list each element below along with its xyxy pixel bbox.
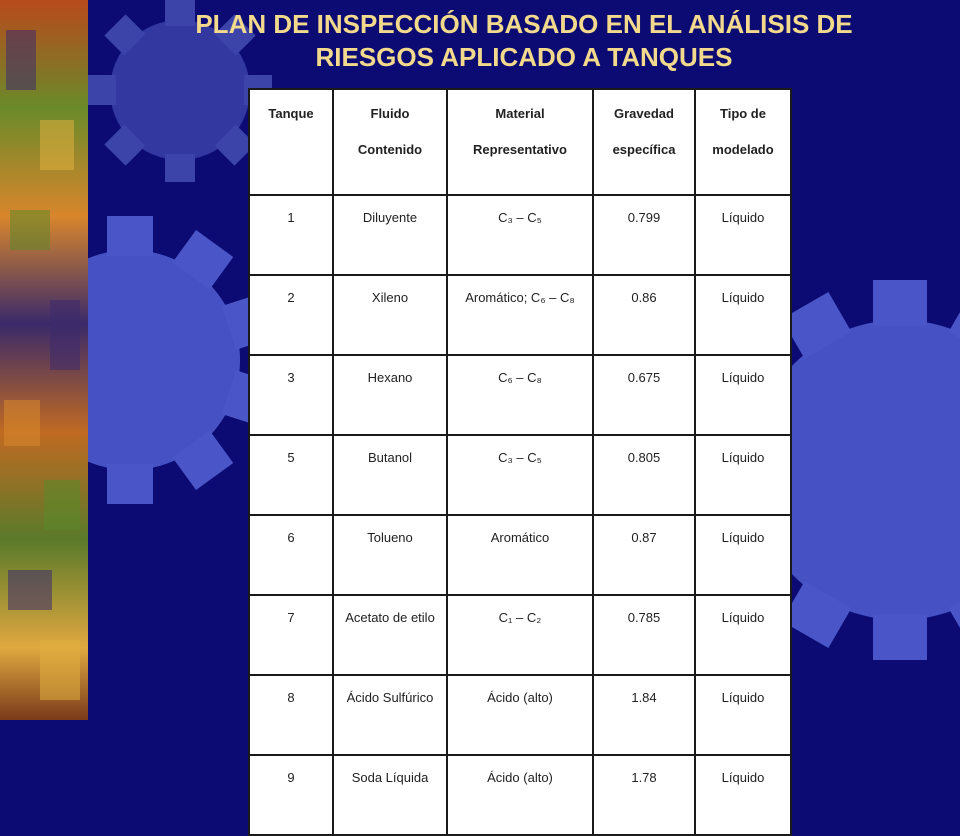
cell-tanque: 8: [249, 675, 333, 755]
table-row: [249, 595, 791, 675]
table-row: [249, 195, 791, 275]
cell-tanque: 7: [249, 595, 333, 675]
cell-material: C₃ – C₅: [447, 435, 593, 515]
header-gravedad-especifica: Gravedad específica: [593, 89, 695, 195]
cell-modelado: Líquido: [695, 515, 791, 595]
cell-fluido: Hexano: [333, 355, 447, 435]
cell-material: Aromático: [447, 515, 593, 595]
table-container: [248, 88, 790, 785]
cell-gravedad: 0.805: [593, 435, 695, 515]
cell-material: C₃ – C₅: [447, 195, 593, 275]
cell-fluido: Butanol: [333, 435, 447, 515]
cell-tanque: 9: [249, 755, 333, 835]
cell-tanque: 1: [249, 195, 333, 275]
cell-tanque: 6: [249, 515, 333, 595]
cell-modelado: Líquido: [695, 355, 791, 435]
inspection-table: [248, 88, 792, 836]
cell-material: Ácido (alto): [447, 675, 593, 755]
cell-material: Ácido (alto): [447, 755, 593, 835]
header-fluido-contenido: Fluido Contenido: [333, 89, 447, 195]
cell-modelado: Líquido: [695, 275, 791, 355]
cell-modelado: Líquido: [695, 195, 791, 275]
page-title: [88, 8, 960, 74]
cell-fluido: Tolueno: [333, 515, 447, 595]
table-header-row: [249, 89, 791, 195]
cell-tanque: 5: [249, 435, 333, 515]
header-tanque: Tanque: [249, 89, 333, 195]
cell-material: C₆ – C₈: [447, 355, 593, 435]
table-row: [249, 275, 791, 355]
table-row: [249, 755, 791, 835]
cell-gravedad: 0.87: [593, 515, 695, 595]
title-line-1: PLAN DE INSPECCIÓN BASADO EN EL ANÁLISIS DE: [195, 9, 853, 39]
cell-tanque: 2: [249, 275, 333, 355]
cell-modelado: Líquido: [695, 435, 791, 515]
cell-modelado: Líquido: [695, 595, 791, 675]
table-row: [249, 515, 791, 595]
cell-modelado: Líquido: [695, 755, 791, 835]
cell-gravedad: 0.799: [593, 195, 695, 275]
cell-fluido: Acetato de etilo: [333, 595, 447, 675]
cell-material: Aromático; C₆ – C₈: [447, 275, 593, 355]
cell-tanque: 3: [249, 355, 333, 435]
title-line-2: RIESGOS APLICADO A TANQUES: [315, 42, 733, 72]
cell-gravedad: 0.86: [593, 275, 695, 355]
header-tipo-de-modelado: Tipo de modelado: [695, 89, 791, 195]
cell-gravedad: 0.675: [593, 355, 695, 435]
cell-fluido: Xileno: [333, 275, 447, 355]
cell-modelado: Líquido: [695, 675, 791, 755]
cell-gravedad: 0.785: [593, 595, 695, 675]
table-row: [249, 435, 791, 515]
cell-fluido: Ácido Sulfúrico: [333, 675, 447, 755]
table-row: [249, 675, 791, 755]
cell-gravedad: 1.78: [593, 755, 695, 835]
cell-material: C₁ – C₂: [447, 595, 593, 675]
cell-fluido: Diluyente: [333, 195, 447, 275]
table-row: [249, 355, 791, 435]
header-material-representativo: Material Representativo: [447, 89, 593, 195]
cell-gravedad: 1.84: [593, 675, 695, 755]
cell-fluido: Soda Líquida: [333, 755, 447, 835]
